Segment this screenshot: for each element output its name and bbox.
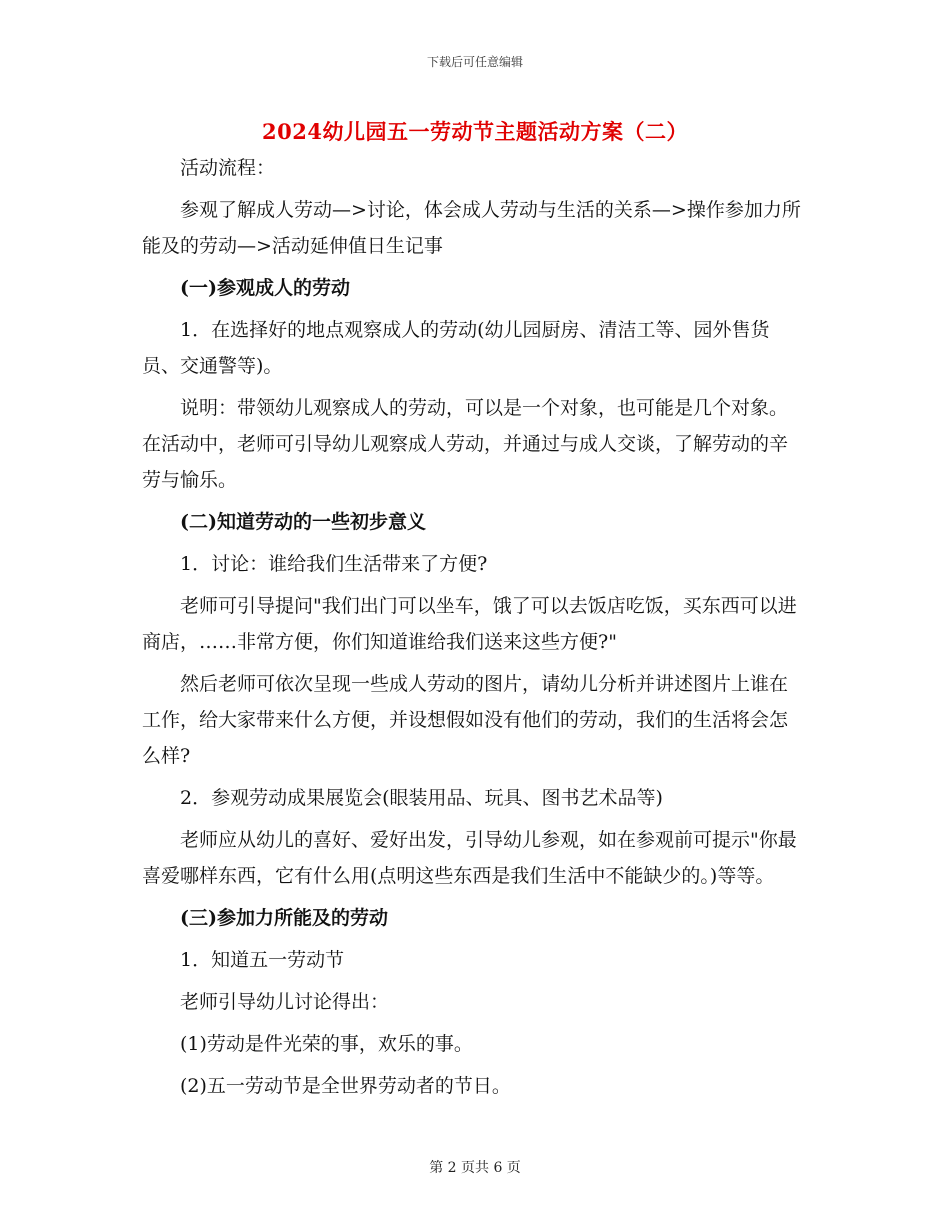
- paragraph-body: 老师可引导提问"我们出门可以坐车，饿了可以去饭店吃饭，买东西可以进商店，……非常方便，你们知道谁给我们送来这些方便?": [142, 595, 797, 653]
- page-footer: 第 2 页共 6 页: [429, 1160, 521, 1176]
- paragraph-item: 1．在选择好的地点观察成人的劳动(幼儿园厨房、清洁工等、园外售货员、交通警等)。: [142, 319, 770, 377]
- document-body: [142, 150, 802, 1110]
- document-title: 2024幼儿园五一劳动节主题活动方案（二）: [262, 119, 688, 144]
- section-heading-2: (二)知道劳动的一些初步意义: [180, 511, 426, 533]
- page-header: 下载后可任意编辑: [426, 55, 523, 69]
- paragraph-item: 1．知道五一劳动节: [180, 949, 345, 971]
- paragraph-body: 老师引导幼儿讨论得出：: [180, 991, 390, 1013]
- paragraph-list-item: (1)劳动是件光荣的事，欢乐的事。: [180, 1033, 473, 1055]
- paragraph-note: 说明：带领幼儿观察成人的劳动，可以是一个对象，也可能是几个对象。在活动中，老师可引导幼儿观察成人劳动，并通过与成人交谈，了解劳动的辛劳与愉乐。: [142, 397, 789, 491]
- paragraph-item: 1．讨论：谁给我们生活带来了方便?: [180, 553, 488, 575]
- section-heading-1: (一)参观成人的劳动: [180, 277, 350, 299]
- section-heading-3: (三)参加力所能及的劳动: [180, 907, 388, 929]
- paragraph-body: 老师应从幼儿的喜好、爱好出发，引导幼儿参观，如在参观前可提示"你最喜爱哪样东西，它有什么用(点明这些东西是我们生活中不能缺少的。)等等。: [142, 829, 797, 887]
- paragraph-item: 2．参观劳动成果展览会(眼装用品、玩具、图书艺术品等): [180, 787, 663, 809]
- paragraph-flow-label: 活动流程：: [180, 157, 276, 179]
- paragraph-list-item: (2)五一劳动节是全世界劳动者的节日。: [180, 1075, 511, 1097]
- paragraph-body: 然后老师可依次呈现一些成人劳动的图片，请幼儿分析并讲述图片上谁在工作，给大家带来什么方便，并设想假如没有他们的劳动，我们的生活将会怎么样?: [142, 673, 789, 767]
- paragraph-flow: 参观了解成人劳动—>讨论，体会成人劳动与生活的关系—>操作参加力所能及的劳动—>活动延伸值日生记事: [142, 199, 801, 257]
